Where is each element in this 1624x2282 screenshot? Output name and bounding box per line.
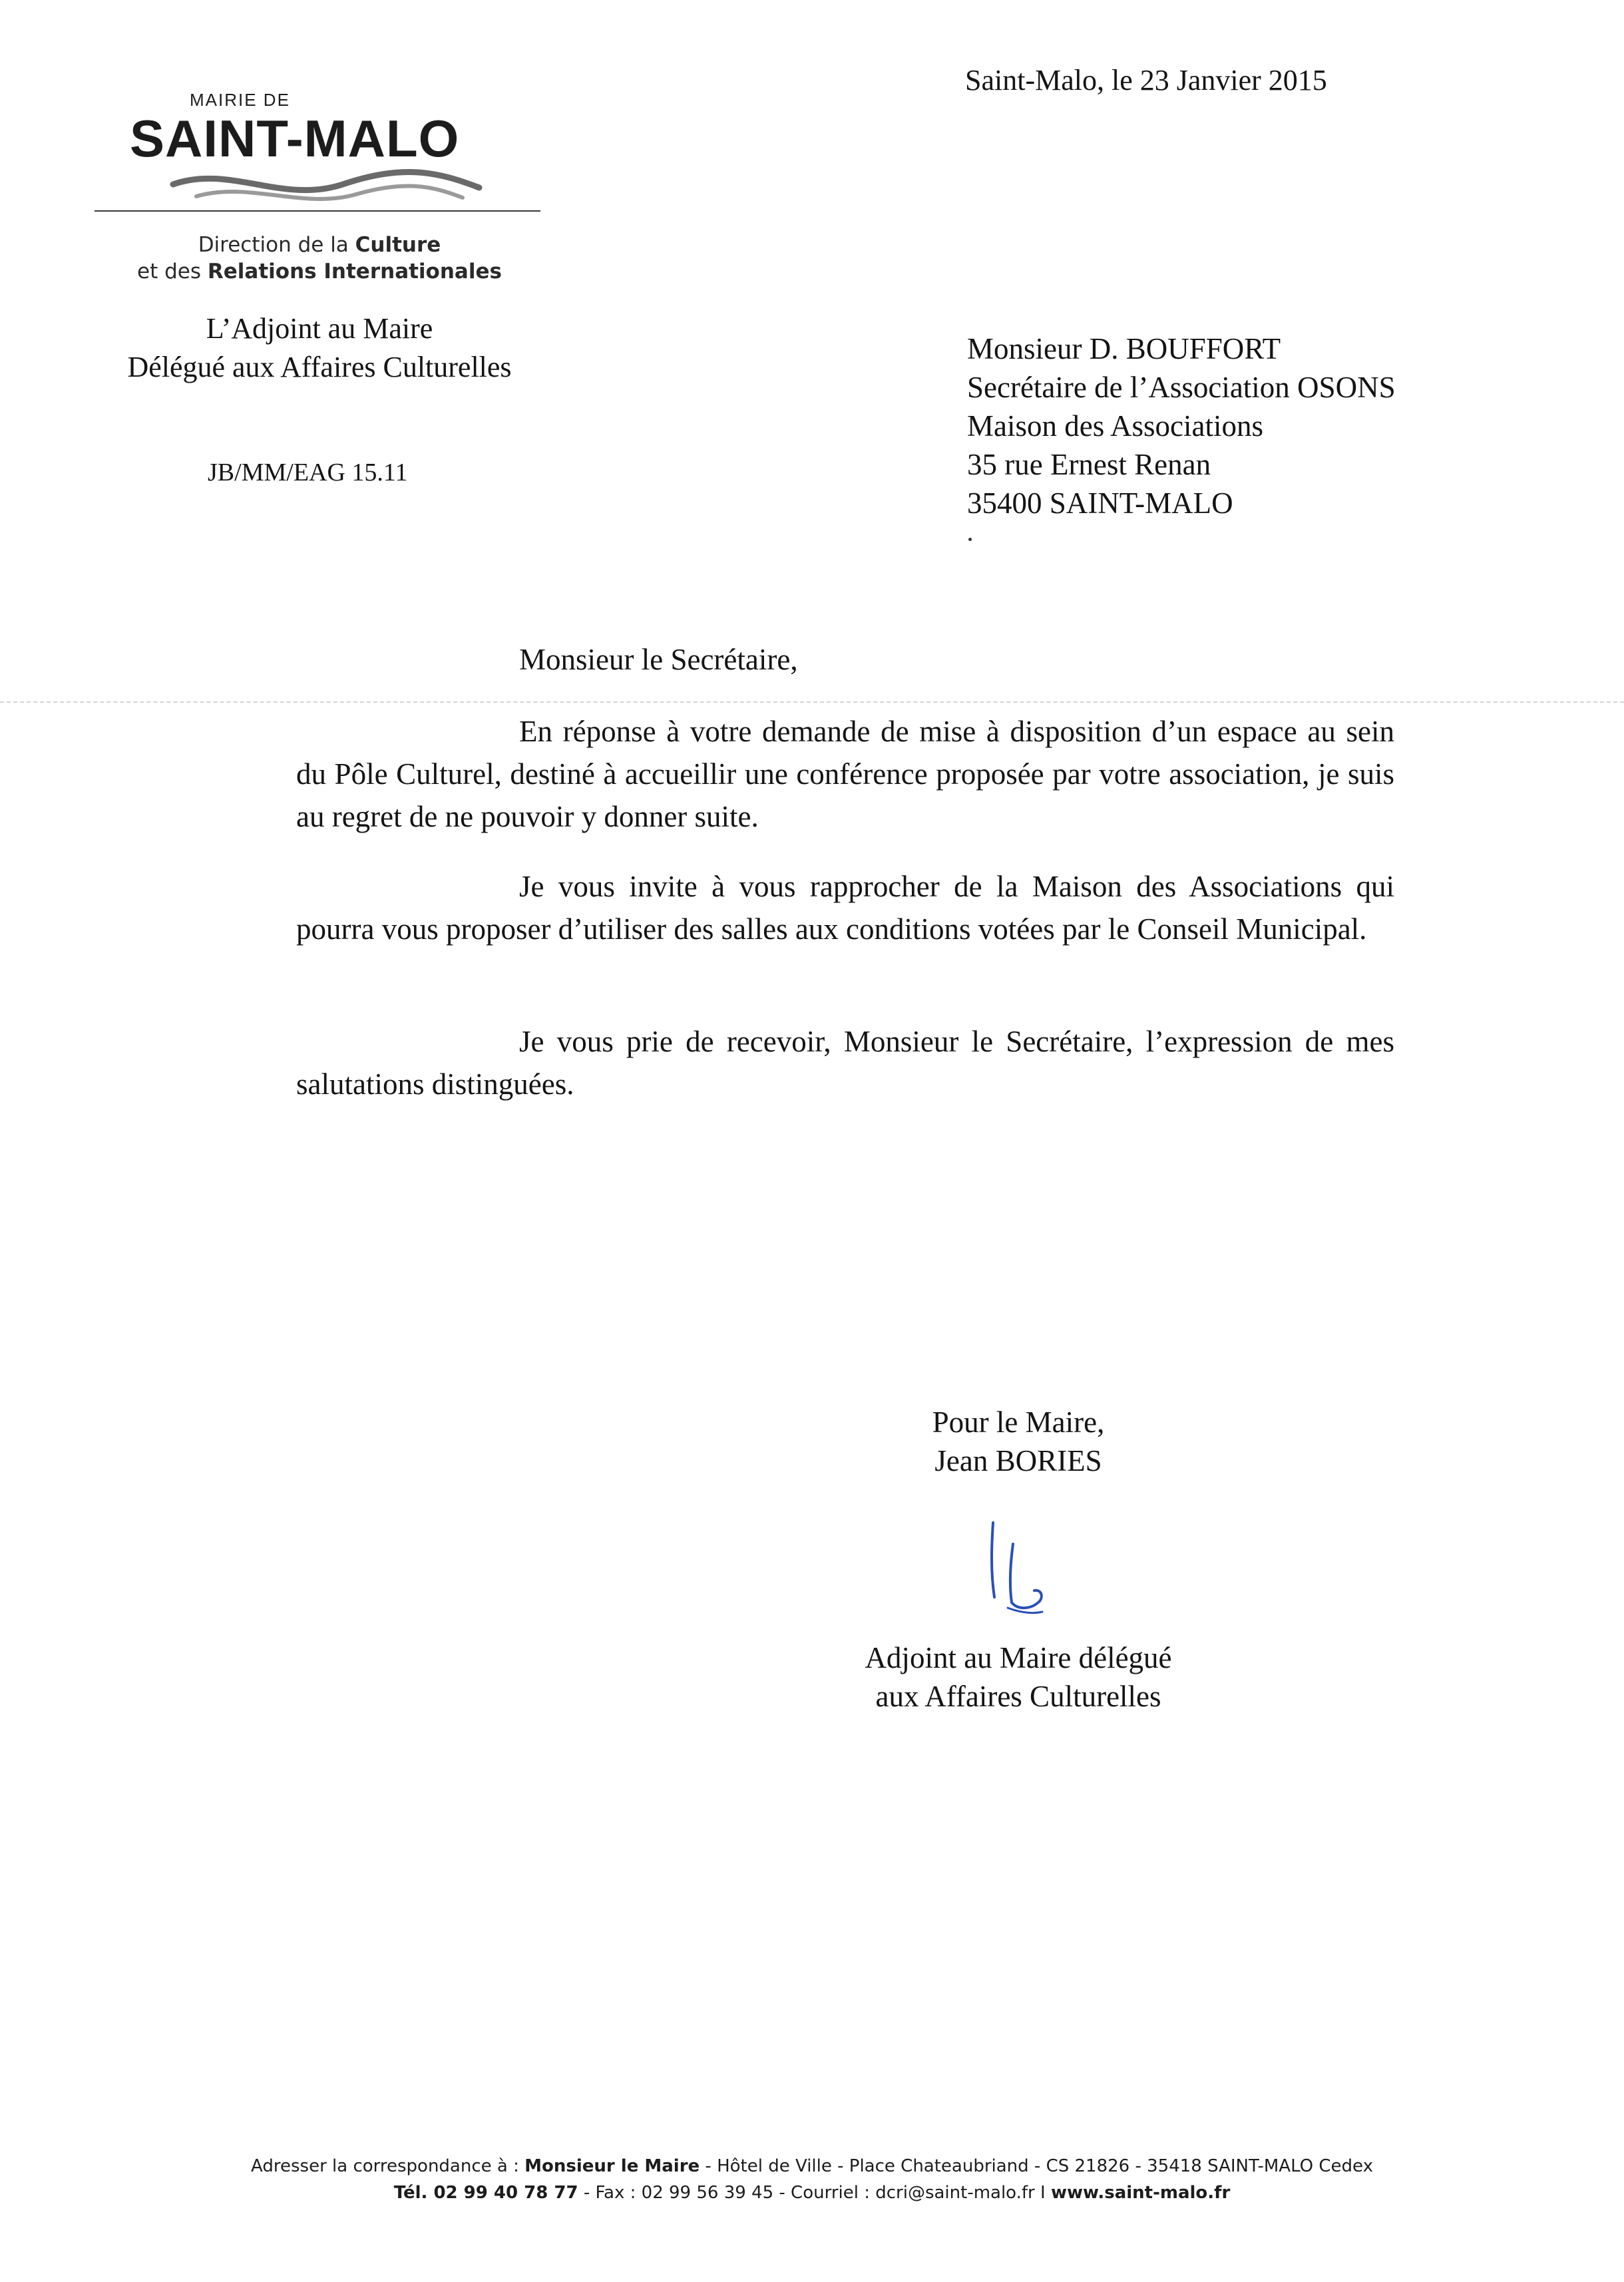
body-paragraph-3: Je vous prie de recevoir, Monsieur le Secrétaire, l’expression de mes salutations distinguées. xyxy=(296,1025,1394,1101)
sender-title-line1: L’Adjoint au Maire xyxy=(206,312,433,345)
signatory-role-line2: aux Affaires Culturelles xyxy=(875,1680,1161,1713)
recipient-line3: Maison des Associations xyxy=(967,409,1263,443)
logo-saint-malo: SAINT-MALO xyxy=(130,109,460,168)
department-name: Direction de la Culture et des Relations Internationales xyxy=(137,233,502,284)
sender-title xyxy=(73,309,566,387)
recipient-line1: Monsieur D. BOUFFORT xyxy=(967,332,1281,365)
reference-code: JB/MM/EAG 15.11 xyxy=(208,459,408,486)
for-mayor-label: Pour le Maire, xyxy=(932,1406,1105,1439)
ink-dot xyxy=(968,538,972,541)
signatory-name: Jean BORIES xyxy=(934,1444,1102,1477)
recipient-line5: 35400 SAINT-MALO xyxy=(967,486,1233,520)
sender-title-line2: Délégué aux Affaires Culturelles xyxy=(127,351,512,383)
recipient-line2: Secrétaire de l’Association OSONS xyxy=(967,371,1396,404)
letter-date: Saint-Malo, le 23 Janvier 2015 xyxy=(965,64,1327,96)
logo-mairie-de: MAIRIE DE xyxy=(190,90,290,110)
body-paragraph-1: En réponse à votre demande de mise à disposition d’un espace au sein du Pôle Culturel, destiné à accueillir une conférence proposée par votre association, je suis au regret de ne pouvoir y donner suite. xyxy=(296,715,1394,833)
signatory-role xyxy=(825,1638,1211,1716)
salutation: Monsieur le Secrétaire, xyxy=(519,643,798,676)
footer-address: Adresser la correspondance à : Monsieur le Maire - Hôtel de Ville - Place Chateaubriand - CS 21826 - 35418 SAINT-MALO Cedex xyxy=(251,2156,1373,2176)
handwritten-signature xyxy=(978,1517,1058,1624)
signature-for-mayor xyxy=(865,1403,1171,1480)
logo-wave-icon xyxy=(170,158,483,211)
website-link: www.saint-malo.fr xyxy=(1050,2183,1231,2203)
recipient-address xyxy=(967,329,1396,522)
signatory-role-line1: Adjoint au Maire délégué xyxy=(865,1641,1172,1674)
footer-phone-email: Tél. 02 99 40 78 77 - Fax : 02 99 56 39 45 - Courriel : dcri@saint-malo.fr I www.saint-malo.fr xyxy=(393,2183,1231,2203)
letterhead-rule xyxy=(95,210,540,212)
body-paragraph-2: Je vous invite à vous rapprocher de la Maison des Associations qui pourra vous proposer d’utiliser des salles aux conditions votées par le Conseil Municipal. xyxy=(296,870,1394,946)
recipient-line4: 35 rue Ernest Renan xyxy=(967,448,1211,481)
fold-line xyxy=(0,701,1624,703)
saint-malo-logo xyxy=(130,83,516,213)
footer-contact xyxy=(146,2153,1478,2206)
